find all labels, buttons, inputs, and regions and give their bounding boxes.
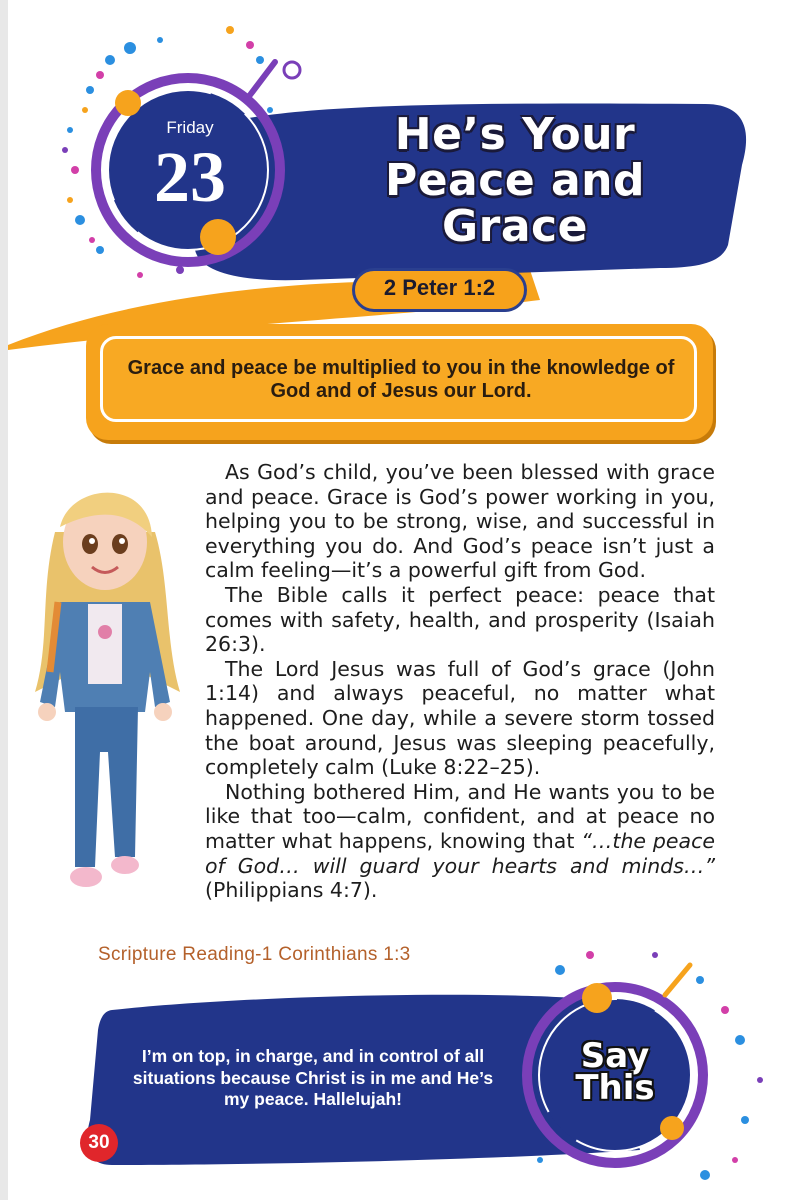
body-p4-start: Nothing bothered Him, and He wants you to be like that too—calm, confident, and at peace no matter what happens, knowing that (205, 779, 715, 853)
say-this-line-1: Say (580, 1036, 650, 1076)
scripture-ref: 2 Peter 1:2 (383, 275, 496, 300)
say-this-label (555, 1036, 675, 1108)
title-line-1: He’s Your (394, 109, 636, 160)
body-paragraph-3: The Lord Jesus was full of God’s grace (John 1:14) and always peaceful, no matter what happened. One day, while a severe storm tossed the boat around, Jesus was sleeping peacefully, completely calm (Luke 8:22–25). (205, 656, 715, 780)
body-paragraph-2: The Bible calls it perfect peace: peace that comes with safety, health, and prosperity (Isaiah 26:3). (205, 582, 715, 657)
body-p4-quote: “…the peace of God… will guard your hearts and minds…” (205, 828, 715, 878)
memory-verse-text: Grace and peace be multiplied to you in the knowledge of God and of Jesus our Lord. (127, 357, 675, 402)
confession-text: I’m on top, in charge, and in control of all situations because Christ is in me and He’s my peace. Hallelujah! (132, 1046, 494, 1109)
say-this-line-2: This (575, 1068, 655, 1108)
page-number: 30 (80, 1124, 118, 1162)
day-number: 23 (154, 137, 226, 217)
title-line-2: Peace and (384, 155, 646, 206)
body-p4-end: (Philippians 4:7). (205, 878, 378, 903)
scripture-reading: Scripture Reading-1 Corinthians 1:3 (98, 944, 411, 965)
title-line-3: Grace (442, 201, 588, 252)
body-paragraph-1: As God’s child, you’ve been blessed with grace and peace. Grace is God’s power working in you, helping you to be strong, wise, and successful in everything you do. And God’s peace isn’t just a calm feeling—it’s a powerful gift from God. (205, 460, 715, 583)
day-name: Friday (166, 118, 214, 137)
